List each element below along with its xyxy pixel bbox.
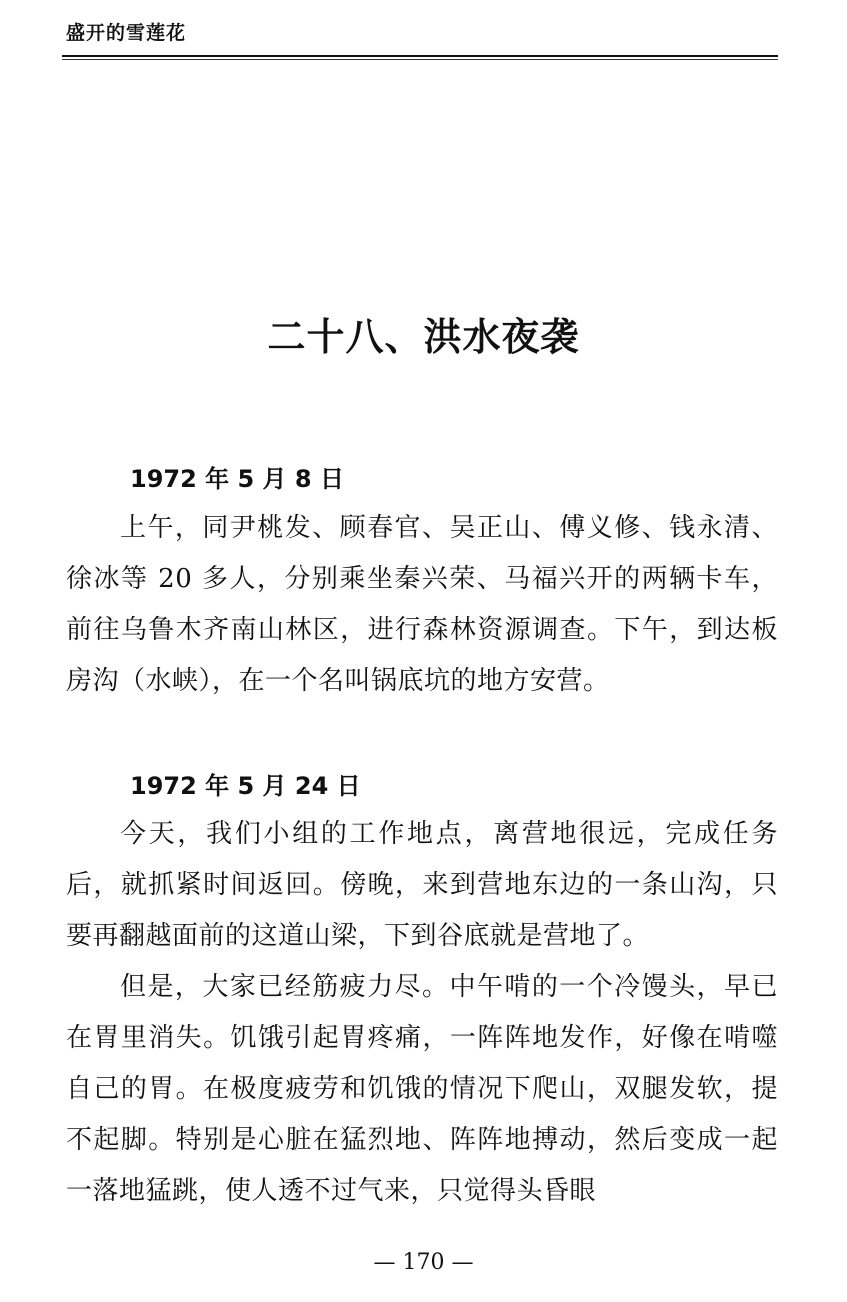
- chapter-title: 二十八、洪水夜袭: [267, 314, 580, 359]
- header-rule: [62, 55, 778, 57]
- page-number: — 170 —: [373, 1250, 474, 1275]
- entry-date: 1972 年 5 月 24 日: [130, 772, 361, 800]
- body-paragraph: 上午，同尹桃发、顾春官、吴正山、傅义修、钱永清、徐冰等 20 多人，分别乘坐秦兴荣、马福兴开的两辆卡车，前往乌鲁木齐南山林区，进行森林资源调查。下午，到达板房沟（水峡），在一个名叫锅底坑的地方安营。: [66, 513, 778, 696]
- header-rule-thin: [62, 59, 778, 60]
- running-header: 盛开的雪莲花: [66, 22, 187, 44]
- body-paragraph: 今天，我们小组的工作地点，离营地很远，完成任务后，就抓紧时间返回。傍晚，来到营地东边的一条山沟，只要再翻越面前的这道山梁，下到谷底就是营地了。: [66, 819, 778, 951]
- entry-date: 1972 年 5 月 8 日: [130, 465, 344, 493]
- body-paragraph: 但是，大家已经筋疲力尽。中午啃的一个冷馒头，早已在胃里消失。饥饿引起胃疼痛，一阵阵地发作，好像在啃噬自己的胃。在极度疲劳和饥饿的情况下爬山，双腿发软，提不起脚。特别是心脏在猛烈地、阵阵地搏动，然后变成一起一落地猛跳，使人透不过气来，只觉得头昏眼: [66, 972, 778, 1206]
